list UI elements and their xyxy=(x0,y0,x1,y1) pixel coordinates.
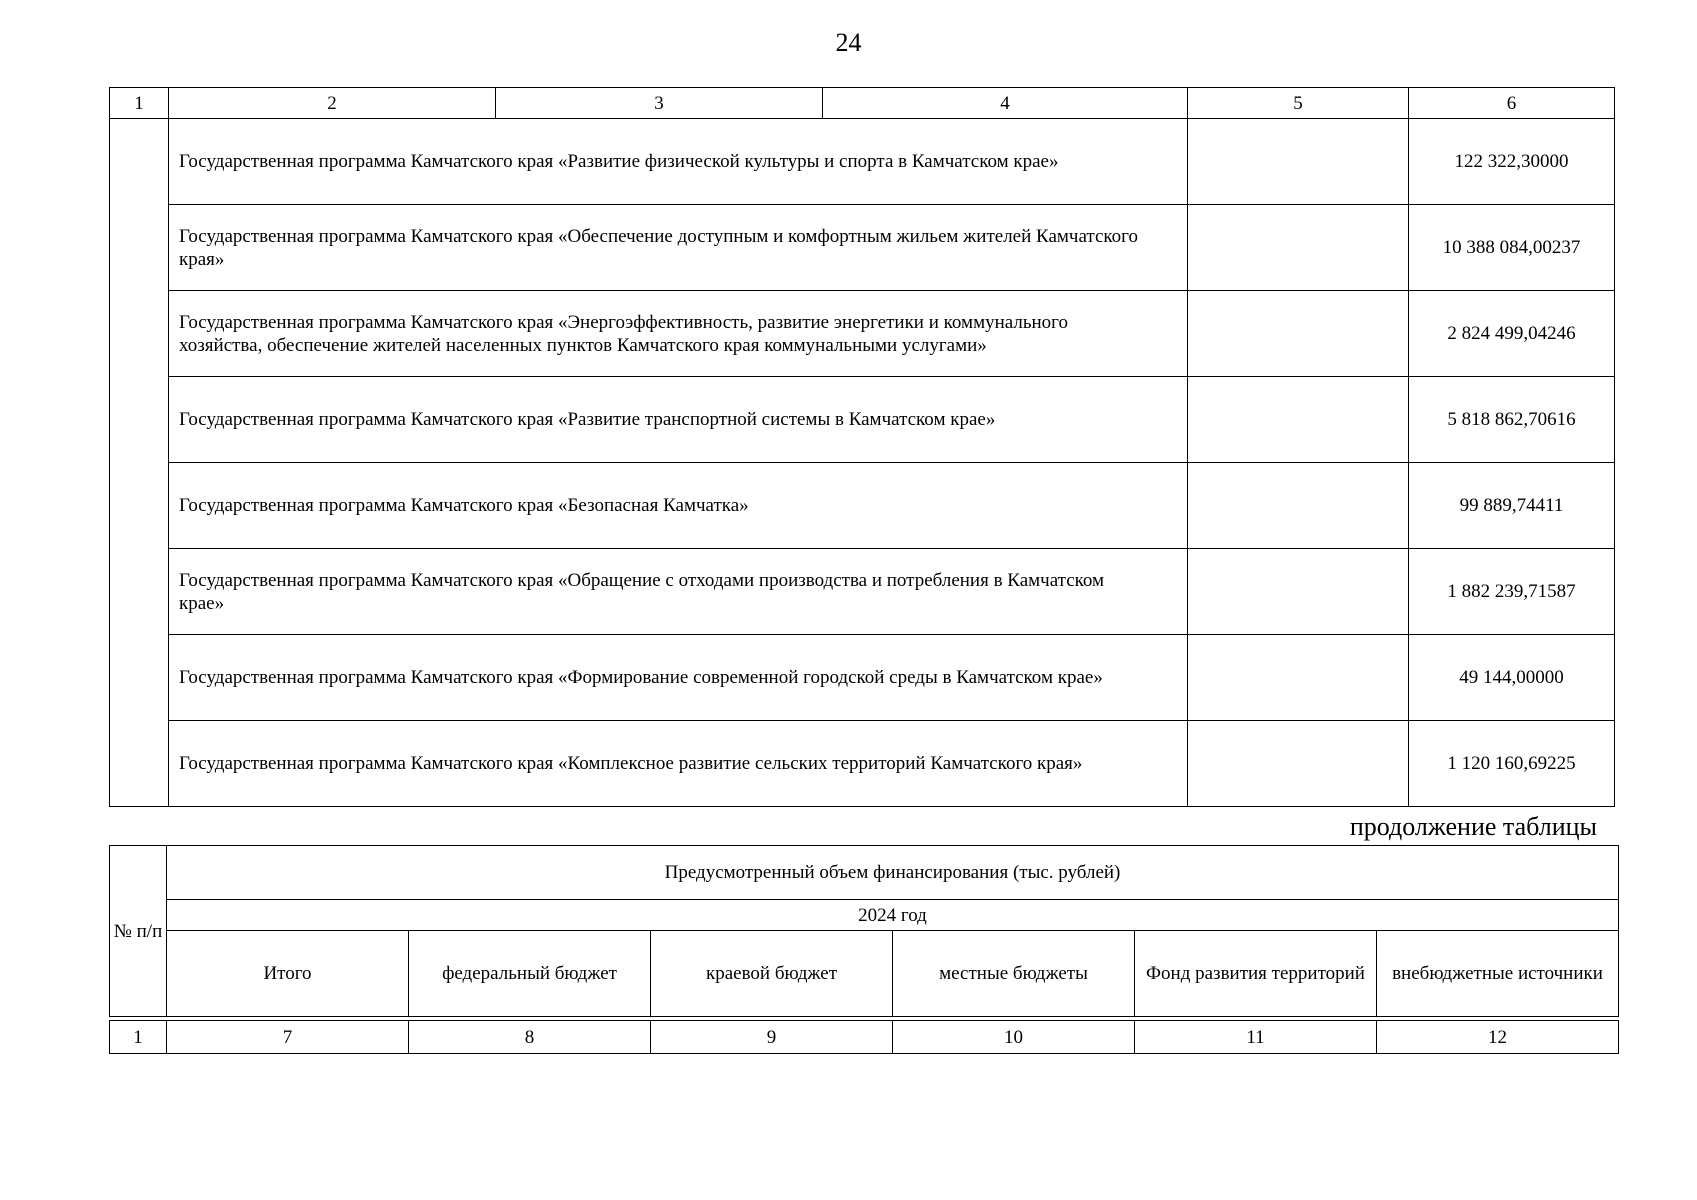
header-cell: 4 xyxy=(823,88,1188,119)
program-amount: 1 882 239,71587 xyxy=(1409,549,1615,635)
program-amount: 99 889,74411 xyxy=(1409,463,1615,549)
column-numbers-table xyxy=(109,1020,1619,1054)
column-number: 11 xyxy=(1135,1021,1377,1054)
empty-cell xyxy=(1188,377,1409,463)
program-amount: 122 322,30000 xyxy=(1409,119,1615,205)
table-row xyxy=(110,721,1615,807)
column-header-development-fund: Фонд развития территорий xyxy=(1135,931,1377,1017)
header-cell: 2 xyxy=(169,88,496,119)
page-number: 24 xyxy=(835,28,862,57)
continuation-table-header xyxy=(109,845,1619,1017)
empty-cell xyxy=(1188,205,1409,291)
program-name: Государственная программа Камчатского края «Формирование современной городской среды в Камчатском крае» xyxy=(169,635,1188,721)
financing-header: Предусмотренный объем финансирования (тыс. рублей) xyxy=(167,846,1619,900)
column-number: 10 xyxy=(893,1021,1135,1054)
program-name: Государственная программа Камчатского края «Обеспечение доступным и комфортным жильем жителей Камчатского края» xyxy=(169,205,1188,291)
table-row xyxy=(110,463,1615,549)
table-row xyxy=(110,377,1615,463)
program-amount: 2 824 499,04246 xyxy=(1409,291,1615,377)
column-header-local: местные бюджеты xyxy=(893,931,1135,1017)
column-header-total: Итого xyxy=(167,931,409,1017)
column-number: 7 xyxy=(167,1021,409,1054)
table-row xyxy=(110,205,1615,291)
empty-cell xyxy=(1188,291,1409,377)
empty-cell xyxy=(1188,635,1409,721)
table-row xyxy=(110,635,1615,721)
program-amount: 10 388 084,00237 xyxy=(1409,205,1615,291)
header-cell: 1 xyxy=(110,88,169,119)
header-cell: 5 xyxy=(1188,88,1409,119)
program-name: Государственная программа Камчатского края «Развитие транспортной системы в Камчатском крае» xyxy=(169,377,1188,463)
continuation-label: продолжение таблицы xyxy=(1349,812,1597,841)
empty-cell xyxy=(1188,463,1409,549)
table-row xyxy=(110,119,1615,205)
column-number: 12 xyxy=(1377,1021,1619,1054)
row-number-cell xyxy=(110,119,169,807)
empty-cell xyxy=(1188,721,1409,807)
program-name: Государственная программа Камчатского края «Обращение с отходами производства и потребления в Камчатском крае» xyxy=(169,549,1188,635)
program-name: Государственная программа Камчатского края «Комплексное развитие сельских территорий Камчатского края» xyxy=(169,721,1188,807)
header-cell: 3 xyxy=(496,88,823,119)
empty-cell xyxy=(1188,119,1409,205)
program-name: Государственная программа Камчатского края «Энергоэффективность, развитие энергетики и коммунального хозяйства, обеспечение жителей населенных пунктов Камчатского края коммунальными услугами» xyxy=(169,291,1188,377)
program-amount: 5 818 862,70616 xyxy=(1409,377,1615,463)
column-number: 1 xyxy=(110,1021,167,1054)
column-number: 9 xyxy=(651,1021,893,1054)
main-table xyxy=(109,87,1615,807)
program-name: Государственная программа Камчатского края «Безопасная Камчатка» xyxy=(169,463,1188,549)
column-header-federal: федеральный бюджет xyxy=(409,931,651,1017)
column-header-extrabudgetary: внебюджетные источники xyxy=(1377,931,1619,1017)
column-numbers-row xyxy=(110,1021,1619,1054)
row-number-header: № п/п xyxy=(110,846,167,1017)
column-header-regional: краевой бюджет xyxy=(651,931,893,1017)
column-number: 8 xyxy=(409,1021,651,1054)
header-cell: 6 xyxy=(1409,88,1615,119)
table-row xyxy=(110,291,1615,377)
program-name: Государственная программа Камчатского края «Развитие физической культуры и спорта в Камчатском крае» xyxy=(169,119,1188,205)
empty-cell xyxy=(1188,549,1409,635)
table-row xyxy=(110,549,1615,635)
program-amount: 1 120 160,69225 xyxy=(1409,721,1615,807)
year-header: 2024 год xyxy=(167,900,1619,931)
program-amount: 49 144,00000 xyxy=(1409,635,1615,721)
main-table-header-row xyxy=(110,88,1615,119)
